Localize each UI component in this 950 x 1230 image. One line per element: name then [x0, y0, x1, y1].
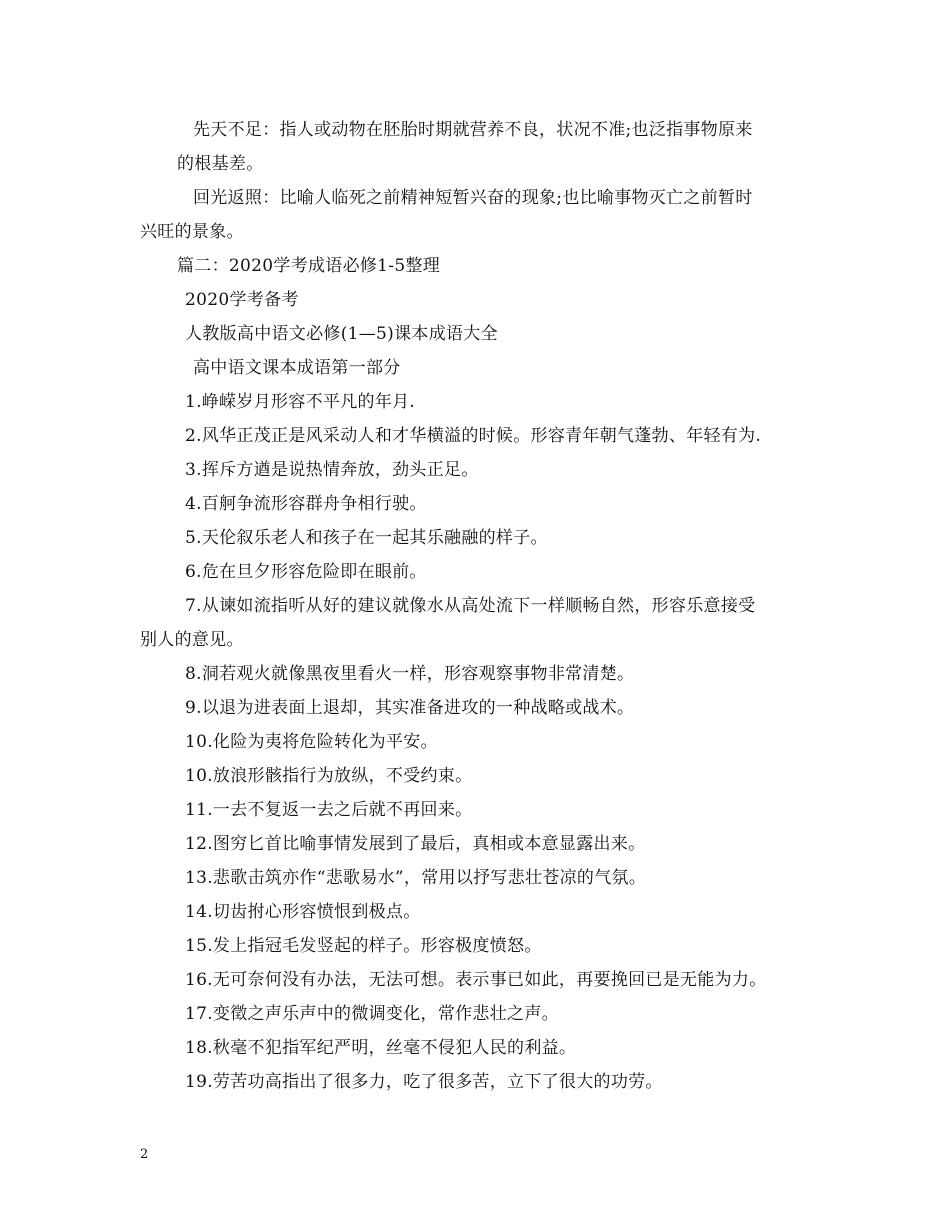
text-line: 兴旺的景象。: [140, 222, 244, 242]
list-item: 8.洞若观火就像黑夜里看火一样，形容观察事物非常清楚。: [185, 664, 635, 684]
list-item: 3.挥斥方遒是说热情奔放，劲头正足。: [185, 460, 479, 480]
list-item: 12.图穷匕首比喻事情发展到了最后，真相或本意显露出来。: [185, 834, 646, 854]
text-line: 先天不足：指人或动物在胚胎时期就营养不良，状况不准;也泛指事物原来: [193, 120, 753, 140]
text-line: 的根基差。: [177, 154, 264, 174]
text-line: 高中语文课本成语第一部分: [193, 358, 401, 378]
list-item: 18.秋毫不犯指军纪严明，丝毫不侵犯人民的利益。: [185, 1038, 577, 1058]
text-line: 人教版高中语文必修(1—5)课本成语大全: [185, 324, 498, 344]
list-item-continuation: 别人的意见。: [140, 630, 244, 650]
list-item: 10.化险为夷将危险转化为平安。: [185, 732, 438, 752]
list-item: 14.切齿拊心形容愤恨到极点。: [185, 902, 421, 922]
text-line: 2020学考备考: [185, 290, 299, 310]
section-heading: 篇二：2020学考成语必修1-5整理: [177, 256, 441, 276]
list-item: 9.以退为进表面上退却，其实准备进攻的一种战略或战术。: [185, 698, 635, 718]
list-item: 7.从谏如流指听从好的建议就像水从高处流下一样顺畅自然，形容乐意接受: [185, 596, 756, 616]
list-item: 2.风华正茂正是风采动人和才华横溢的时候。形容青年朝气蓬勃、年轻有为.: [185, 426, 762, 446]
page-number: 2: [140, 1147, 149, 1162]
list-item: 17.变徵之声乐声中的微调变化，常作悲壮之声。: [185, 1004, 559, 1024]
list-item: 11.一去不复返一去之后就不再回来。: [185, 800, 473, 820]
list-item: 19.劳苦功高指出了很多力，吃了很多苦，立下了很大的功劳。: [185, 1072, 663, 1092]
list-item: 5.天伦叙乐老人和孩子在一起其乐融融的样子。: [185, 528, 548, 548]
list-item: 6.危在旦夕形容危险即在眼前。: [185, 562, 427, 582]
list-item: 4.百舸争流形容群舟争相行驶。: [185, 494, 427, 514]
list-item: 15.发上指冠毛发竖起的样子。形容极度愤怒。: [185, 936, 542, 956]
list-item: 13.悲歌击筑亦作“悲歌易水”，常用以抒写悲壮苍凉的气氛。: [185, 868, 647, 888]
list-item: 10.放浪形骸指行为放纵，不受约束。: [185, 766, 473, 786]
list-item: 1.峥嵘岁月形容不平凡的年月.: [185, 392, 416, 412]
list-item: 16.无可奈何没有办法，无法可想。表示事已如此，再要挽回已是无能为力。: [185, 970, 767, 990]
text-line: 回光返照：比喻人临死之前精神短暂兴奋的现象;也比喻事物灭亡之前暂时: [193, 188, 753, 208]
